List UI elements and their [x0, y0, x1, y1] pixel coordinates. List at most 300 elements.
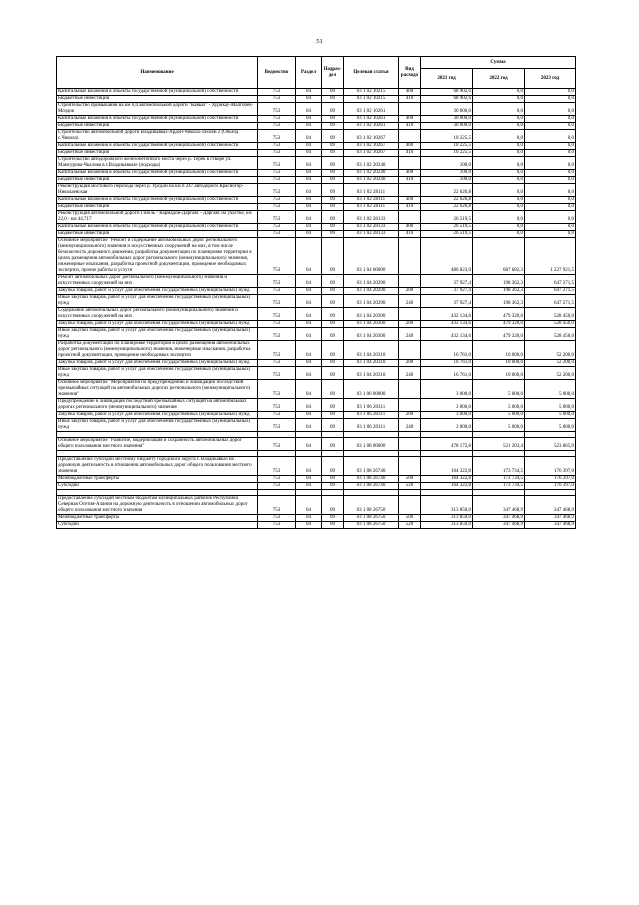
- cell-target: 03 1 02 20240: [344, 157, 399, 170]
- cell-subsection: 09: [322, 89, 344, 96]
- header-2021: 2021 год: [421, 69, 473, 89]
- cell-2023: 0,0: [525, 116, 576, 123]
- cell-2022: 0,0: [473, 89, 525, 96]
- cell-dept: 753: [258, 224, 296, 231]
- cell-target: 03 1 04 00000: [344, 238, 399, 275]
- cell-target: 03 1 02 10261: [344, 103, 399, 116]
- cell-exp-type: 410: [399, 177, 421, 184]
- cell-name: Закупка товаров, работ и услуг для обеспечения государственных (муниципальных) нужд: [57, 288, 258, 295]
- cell-subsection: 09: [322, 116, 344, 123]
- cell-target: 03 1 08 26740: [344, 476, 399, 483]
- cell-name: Содержание автомобильных дорог регионального (межмуниципального) значения и искусственных сооружений на них: [57, 308, 258, 321]
- cell-section: 04: [296, 89, 322, 96]
- cell-exp-type: [399, 157, 421, 170]
- cell-dept: 753: [258, 130, 296, 143]
- cell-exp-type: 410: [399, 96, 421, 103]
- cell-name: Предоставление субсидий местным бюджетам муниципальных районов Республики Северная Осетия-Алания на дорожную деятельность в отношении автомобильных дорог общего пользования местного значения: [57, 496, 258, 515]
- cell-exp-type: [399, 238, 421, 275]
- table-row: [57, 204, 576, 211]
- cell-2021: 30 000,0: [421, 123, 473, 130]
- cell-exp-type: 500: [399, 476, 421, 483]
- budget-table: [56, 56, 576, 529]
- cell-subsection: 09: [322, 197, 344, 204]
- cell-section: 04: [296, 204, 322, 211]
- cell-name: Капитальные вложения в объекты государственной (муниципальной) собственности: [57, 116, 258, 123]
- cell-subsection: 09: [322, 295, 344, 308]
- cell-dept: 753: [258, 177, 296, 184]
- cell-target: 03 1 08 26740: [344, 457, 399, 476]
- cell-section: 04: [296, 476, 322, 483]
- cell-exp-type: [399, 130, 421, 143]
- cell-name: Закупка товаров, работ и услуг для обеспечения государственных (муниципальных) нужд: [57, 360, 258, 367]
- cell-2022: 5 000,0: [473, 412, 525, 419]
- cell-dept: 753: [258, 197, 296, 204]
- cell-2022: 347 468,9: [473, 496, 525, 515]
- cell-2022: 173 734,5: [473, 476, 525, 483]
- header-2022: 2022 год: [473, 69, 525, 89]
- page-number: 51: [316, 38, 323, 45]
- cell-exp-type: 200: [399, 288, 421, 295]
- cell-2022: 5 000,0: [473, 399, 525, 412]
- cell-2022: 10 000,0: [473, 360, 525, 367]
- cell-name: Закупка товаров, работ и услуг для обеспечения государственных (муниципальных) нужд: [57, 412, 258, 419]
- cell-name: Закупка товаров, работ и услуг для обеспечения государственных (муниципальных) нужд: [57, 321, 258, 328]
- cell-exp-type: [399, 211, 421, 224]
- cell-2022: 173 734,5: [473, 457, 525, 476]
- cell-exp-type: 410: [399, 123, 421, 130]
- cell-section: 04: [296, 412, 322, 419]
- cell-dept: 753: [258, 341, 296, 360]
- cell-section: 04: [296, 224, 322, 231]
- cell-target: 03 1 02 10215: [344, 96, 399, 103]
- cell-target: 03 1 02 20240: [344, 170, 399, 177]
- cell-name: Предупреждение и ликвидация последствий чрезвычайных ситуаций на автомобильных дорогах регионального (межмуниципального) значения: [57, 399, 258, 412]
- cell-exp-type: 400: [399, 116, 421, 123]
- cell-subsection: 09: [322, 143, 344, 150]
- cell-target: 03 1 06 20311: [344, 399, 399, 412]
- cell-dept: 753: [258, 116, 296, 123]
- cell-dept: 753: [258, 483, 296, 490]
- cell-2023: 0,0: [525, 177, 576, 184]
- cell-2023: 347 468,9: [525, 515, 576, 522]
- table-row: [57, 177, 576, 184]
- cell-exp-type: [399, 275, 421, 288]
- cell-2023: 0,0: [525, 123, 576, 130]
- cell-dept: 753: [258, 438, 296, 451]
- cell-2021: 432 134,6: [421, 321, 473, 328]
- cell-name: Капитальные вложения в объекты государственной (муниципальной) собственности: [57, 224, 258, 231]
- cell-section: 04: [296, 96, 322, 103]
- cell-2021: 10 225,5: [421, 143, 473, 150]
- table-row: [57, 380, 576, 399]
- cell-section: 04: [296, 341, 322, 360]
- cell-2021: 3 000,0: [421, 399, 473, 412]
- cell-subsection: 09: [322, 496, 344, 515]
- cell-name: Разработка документации по планировке территории в целях размещения автомобильных дорог регионального (межмуниципального) значения, инженерные изыскания, разработка проектной документации, проведение необходимых экспертиз: [57, 341, 258, 360]
- cell-name: Субсидии: [57, 483, 258, 490]
- table-row: [57, 476, 576, 483]
- cell-subsection: 09: [322, 204, 344, 211]
- cell-subsection: 09: [322, 275, 344, 288]
- cell-2022: 0,0: [473, 184, 525, 197]
- table-row: [57, 308, 576, 321]
- cell-2021: 22 626,8: [421, 204, 473, 211]
- cell-exp-type: [399, 308, 421, 321]
- cell-2021: 37 927,4: [421, 275, 473, 288]
- cell-exp-type: [399, 457, 421, 476]
- cell-subsection: 09: [322, 96, 344, 103]
- cell-section: 04: [296, 295, 322, 308]
- cell-section: 04: [296, 231, 322, 238]
- cell-name: Строительство автодорожного железобетонного моста через р. Терек в створе ул. Мамсурова-Чкалова в г.Владикавказе (подходы): [57, 157, 258, 170]
- cell-dept: 753: [258, 288, 296, 295]
- cell-exp-type: 240: [399, 367, 421, 380]
- table-row: [57, 328, 576, 341]
- cell-2023: 5 000,0: [525, 399, 576, 412]
- table-row: [57, 412, 576, 419]
- cell-2022: 0,0: [473, 96, 525, 103]
- cell-2021: 3 000,0: [421, 380, 473, 399]
- cell-2021: 26 519,5: [421, 231, 473, 238]
- cell-2023: 0,0: [525, 224, 576, 231]
- cell-exp-type: [399, 380, 421, 399]
- cell-dept: 753: [258, 308, 296, 321]
- cell-section: 04: [296, 143, 322, 150]
- cell-section: 04: [296, 157, 322, 170]
- cell-exp-type: 400: [399, 89, 421, 96]
- cell-dept: 753: [258, 211, 296, 224]
- cell-2022: 0,0: [473, 177, 525, 184]
- cell-2021: 100,0: [421, 170, 473, 177]
- table-row: [57, 522, 576, 529]
- cell-2023: 52 200,0: [525, 360, 576, 367]
- cell-2021: 16 761,0: [421, 360, 473, 367]
- cell-subsection: 09: [322, 380, 344, 399]
- cell-subsection: 09: [322, 476, 344, 483]
- cell-target: 03 1 04 20310: [344, 367, 399, 380]
- cell-section: 04: [296, 483, 322, 490]
- cell-section: 04: [296, 170, 322, 177]
- cell-name: Предоставление субсидии местному бюджету городского округа г. Владикавказ на дорожную деятельность в отношении автомобильных дорог общего пользования местного значения: [57, 457, 258, 476]
- header-2023: 2023 год: [525, 69, 576, 89]
- cell-exp-type: [399, 496, 421, 515]
- cell-target: 03 1 08 00000: [344, 438, 399, 451]
- cell-2022: 521 203,4: [473, 438, 525, 451]
- cell-2021: 164 322,8: [421, 483, 473, 490]
- cell-2021: 313 850,0: [421, 522, 473, 529]
- cell-subsection: 09: [322, 522, 344, 529]
- cell-2023: 0,0: [525, 204, 576, 211]
- cell-subsection: 09: [322, 288, 344, 295]
- cell-target: 03 1 02 28133: [344, 211, 399, 224]
- cell-exp-type: 400: [399, 197, 421, 204]
- cell-subsection: 09: [322, 515, 344, 522]
- cell-2022: 0,0: [473, 103, 525, 116]
- cell-section: 04: [296, 288, 322, 295]
- cell-exp-type: 400: [399, 143, 421, 150]
- cell-dept: 753: [258, 476, 296, 483]
- cell-subsection: 09: [322, 224, 344, 231]
- cell-2021: 30 000,0: [421, 116, 473, 123]
- table-row: [57, 96, 576, 103]
- cell-2021: 26 519,5: [421, 224, 473, 231]
- cell-subsection: 09: [322, 130, 344, 143]
- cell-subsection: 09: [322, 341, 344, 360]
- cell-2022: 198 362,3: [473, 295, 525, 308]
- cell-2023: 0,0: [525, 170, 576, 177]
- cell-target: 03 1 08 26750: [344, 496, 399, 515]
- cell-dept: 753: [258, 157, 296, 170]
- cell-subsection: 09: [322, 150, 344, 157]
- cell-dept: 753: [258, 103, 296, 116]
- cell-2022: 0,0: [473, 211, 525, 224]
- cell-exp-type: 410: [399, 231, 421, 238]
- cell-subsection: 09: [322, 231, 344, 238]
- cell-exp-type: 410: [399, 150, 421, 157]
- table-row: [57, 89, 576, 96]
- cell-2021: 313 850,0: [421, 515, 473, 522]
- cell-target: 03 1 04 20290: [344, 295, 399, 308]
- cell-target: 03 1 04 20300: [344, 328, 399, 341]
- cell-section: 04: [296, 123, 322, 130]
- cell-exp-type: 500: [399, 515, 421, 522]
- cell-dept: 753: [258, 295, 296, 308]
- cell-2022: 173 734,5: [473, 483, 525, 490]
- cell-2022: 479 320,0: [473, 308, 525, 321]
- table-row: [57, 197, 576, 204]
- cell-section: 04: [296, 150, 322, 157]
- cell-dept: 753: [258, 367, 296, 380]
- table-row: [57, 103, 576, 116]
- table-row: [57, 170, 576, 177]
- cell-2021: 30 000,0: [421, 103, 473, 116]
- cell-section: 04: [296, 496, 322, 515]
- table-row: [57, 515, 576, 522]
- table-row: [57, 184, 576, 197]
- cell-2021: 22 626,8: [421, 184, 473, 197]
- cell-exp-type: 400: [399, 170, 421, 177]
- cell-2021: 10 225,5: [421, 130, 473, 143]
- cell-dept: 753: [258, 380, 296, 399]
- cell-2021: 164 322,8: [421, 457, 473, 476]
- cell-2022: 687 682,3: [473, 238, 525, 275]
- cell-name: Реконструкция мостового перехода через р. Урсдон на км 0 247 автодороги Красногор-Николаевская: [57, 184, 258, 197]
- cell-exp-type: [399, 103, 421, 116]
- cell-exp-type: 240: [399, 295, 421, 308]
- cell-subsection: 09: [322, 483, 344, 490]
- cell-subsection: 09: [322, 367, 344, 380]
- cell-dept: 753: [258, 238, 296, 275]
- cell-2023: 0,0: [525, 231, 576, 238]
- cell-subsection: 09: [322, 184, 344, 197]
- cell-subsection: 09: [322, 457, 344, 476]
- cell-exp-type: 200: [399, 321, 421, 328]
- cell-2021: 26 519,5: [421, 211, 473, 224]
- table-header: [57, 57, 576, 89]
- cell-2023: 647 271,5: [525, 275, 576, 288]
- cell-2021: 164 322,8: [421, 476, 473, 483]
- cell-exp-type: 240: [399, 419, 421, 432]
- table-row: [57, 150, 576, 157]
- cell-subsection: 09: [322, 177, 344, 184]
- cell-target: 03 1 02 10261: [344, 116, 399, 123]
- cell-section: 04: [296, 380, 322, 399]
- cell-dept: 753: [258, 231, 296, 238]
- cell-2023: 0,0: [525, 211, 576, 224]
- cell-section: 04: [296, 419, 322, 432]
- cell-name: Межбюджетные трансферты: [57, 515, 258, 522]
- header-sum: Сумма: [421, 57, 576, 69]
- table-row: [57, 143, 576, 150]
- cell-target: 03 1 06 00000: [344, 380, 399, 399]
- cell-2021: 100,0: [421, 177, 473, 184]
- cell-2023: 176 397,0: [525, 476, 576, 483]
- cell-2023: 0,0: [525, 197, 576, 204]
- table-row: [57, 288, 576, 295]
- cell-2022: 10 000,0: [473, 367, 525, 380]
- cell-2022: 479 320,0: [473, 321, 525, 328]
- cell-2023: 0,0: [525, 103, 576, 116]
- header-dept: Ведомство: [258, 57, 296, 89]
- cell-2022: 0,0: [473, 150, 525, 157]
- cell-target: 03 1 02 28111: [344, 197, 399, 204]
- cell-2022: 347 468,9: [473, 515, 525, 522]
- cell-subsection: 09: [322, 438, 344, 451]
- table-row: [57, 275, 576, 288]
- header-exp-type: Вид расхода: [399, 57, 421, 89]
- cell-dept: 753: [258, 275, 296, 288]
- cell-target: 03 1 04 20300: [344, 308, 399, 321]
- cell-2021: 486 823,0: [421, 238, 473, 275]
- cell-2021: 478 172,8: [421, 438, 473, 451]
- cell-2023: 5 000,0: [525, 412, 576, 419]
- cell-target: 03 1 08 26750: [344, 515, 399, 522]
- cell-section: 04: [296, 438, 322, 451]
- cell-name: Бюджетные инвестиции: [57, 204, 258, 211]
- cell-2023: 52 200,0: [525, 341, 576, 360]
- cell-2022: 0,0: [473, 157, 525, 170]
- table-row: [57, 321, 576, 328]
- table-row: [57, 116, 576, 123]
- cell-section: 04: [296, 116, 322, 123]
- cell-exp-type: [399, 184, 421, 197]
- cell-2021: 37 927,4: [421, 288, 473, 295]
- cell-dept: 753: [258, 204, 296, 211]
- cell-dept: 753: [258, 522, 296, 529]
- cell-section: 04: [296, 103, 322, 116]
- cell-target: 03 1 08 26750: [344, 522, 399, 529]
- cell-section: 04: [296, 211, 322, 224]
- table-row: [57, 483, 576, 490]
- cell-target: 03 1 02 28111: [344, 184, 399, 197]
- cell-dept: 753: [258, 321, 296, 328]
- cell-target: 03 1 04 20310: [344, 341, 399, 360]
- cell-2021: 16 761,0: [421, 367, 473, 380]
- cell-2022: 10 000,0: [473, 341, 525, 360]
- cell-exp-type: 520: [399, 483, 421, 490]
- cell-name: Ремонт автомобильных дорог регионального (межмуниципального) значения и искусственных сооружений на них: [57, 275, 258, 288]
- table-row: [57, 231, 576, 238]
- cell-target: 03 1 06 20311: [344, 412, 399, 419]
- cell-section: 04: [296, 360, 322, 367]
- cell-2023: 52 200,0: [525, 367, 576, 380]
- cell-2022: 5 000,0: [473, 419, 525, 432]
- cell-name: Бюджетные инвестиции: [57, 150, 258, 157]
- cell-dept: 753: [258, 457, 296, 476]
- cell-section: 04: [296, 457, 322, 476]
- cell-2023: 0,0: [525, 96, 576, 103]
- table-row: [57, 496, 576, 515]
- cell-section: 04: [296, 399, 322, 412]
- cell-2022: 0,0: [473, 116, 525, 123]
- cell-target: 03 1 02 10267: [344, 150, 399, 157]
- cell-dept: 753: [258, 123, 296, 130]
- cell-2022: 0,0: [473, 197, 525, 204]
- cell-exp-type: [399, 438, 421, 451]
- cell-target: 03 1 02 10267: [344, 143, 399, 150]
- cell-2023: 0,0: [525, 184, 576, 197]
- cell-name: Иные закупки товаров, работ и услуг для обеспечения государственных (муниципальных) нужд: [57, 328, 258, 341]
- cell-2022: 479 320,0: [473, 328, 525, 341]
- cell-2021: 68 902,6: [421, 96, 473, 103]
- table-row: [57, 238, 576, 275]
- cell-2021: 3 000,0: [421, 412, 473, 419]
- cell-2023: 1 227 921,5: [525, 238, 576, 275]
- cell-target: 03 1 02 20240: [344, 177, 399, 184]
- cell-target: 03 1 06 20311: [344, 419, 399, 432]
- cell-exp-type: 520: [399, 522, 421, 529]
- cell-exp-type: [399, 341, 421, 360]
- cell-name: Иные закупки товаров, работ и услуг для обеспечения государственных (муниципальных) нужд: [57, 419, 258, 432]
- cell-subsection: 09: [322, 360, 344, 367]
- cell-2021: 16 761,0: [421, 341, 473, 360]
- cell-name: Реконструкция автомобильной дороги Гизель - Кармадон-Даргавс - Даргавс на участке, км 22,0 - км 44,717: [57, 211, 258, 224]
- cell-dept: 753: [258, 328, 296, 341]
- header-target: Целевая статья: [344, 57, 399, 89]
- table-body: [57, 89, 576, 529]
- header-subsection: Подраз-дел: [322, 57, 344, 89]
- cell-section: 04: [296, 184, 322, 197]
- cell-section: 04: [296, 522, 322, 529]
- cell-name: Бюджетные инвестиции: [57, 123, 258, 130]
- cell-2022: 5 000,0: [473, 380, 525, 399]
- cell-2021: 37 927,4: [421, 295, 473, 308]
- cell-2023: 0,0: [525, 150, 576, 157]
- table-row: [57, 224, 576, 231]
- table-row: [57, 438, 576, 451]
- cell-2023: 528 450,0: [525, 321, 576, 328]
- cell-section: 04: [296, 275, 322, 288]
- cell-dept: 753: [258, 143, 296, 150]
- cell-name: Бюджетные инвестиции: [57, 96, 258, 103]
- cell-target: 03 1 04 20300: [344, 321, 399, 328]
- cell-exp-type: 400: [399, 224, 421, 231]
- cell-subsection: 09: [322, 328, 344, 341]
- cell-2022: 0,0: [473, 224, 525, 231]
- cell-2023: 528 450,0: [525, 328, 576, 341]
- cell-subsection: 09: [322, 103, 344, 116]
- table-row: [57, 367, 576, 380]
- cell-target: 03 1 02 10261: [344, 123, 399, 130]
- cell-name: Межбюджетные трансферты: [57, 476, 258, 483]
- cell-dept: 753: [258, 515, 296, 522]
- cell-section: 04: [296, 197, 322, 204]
- cell-section: 04: [296, 321, 322, 328]
- cell-2022: 0,0: [473, 143, 525, 150]
- cell-dept: 753: [258, 412, 296, 419]
- cell-name: Строительство автомобильной дороги Владикавказ-Ардон-Чикола-Лескен 2 (Обьезд с.Чикола): [57, 130, 258, 143]
- cell-section: 04: [296, 238, 322, 275]
